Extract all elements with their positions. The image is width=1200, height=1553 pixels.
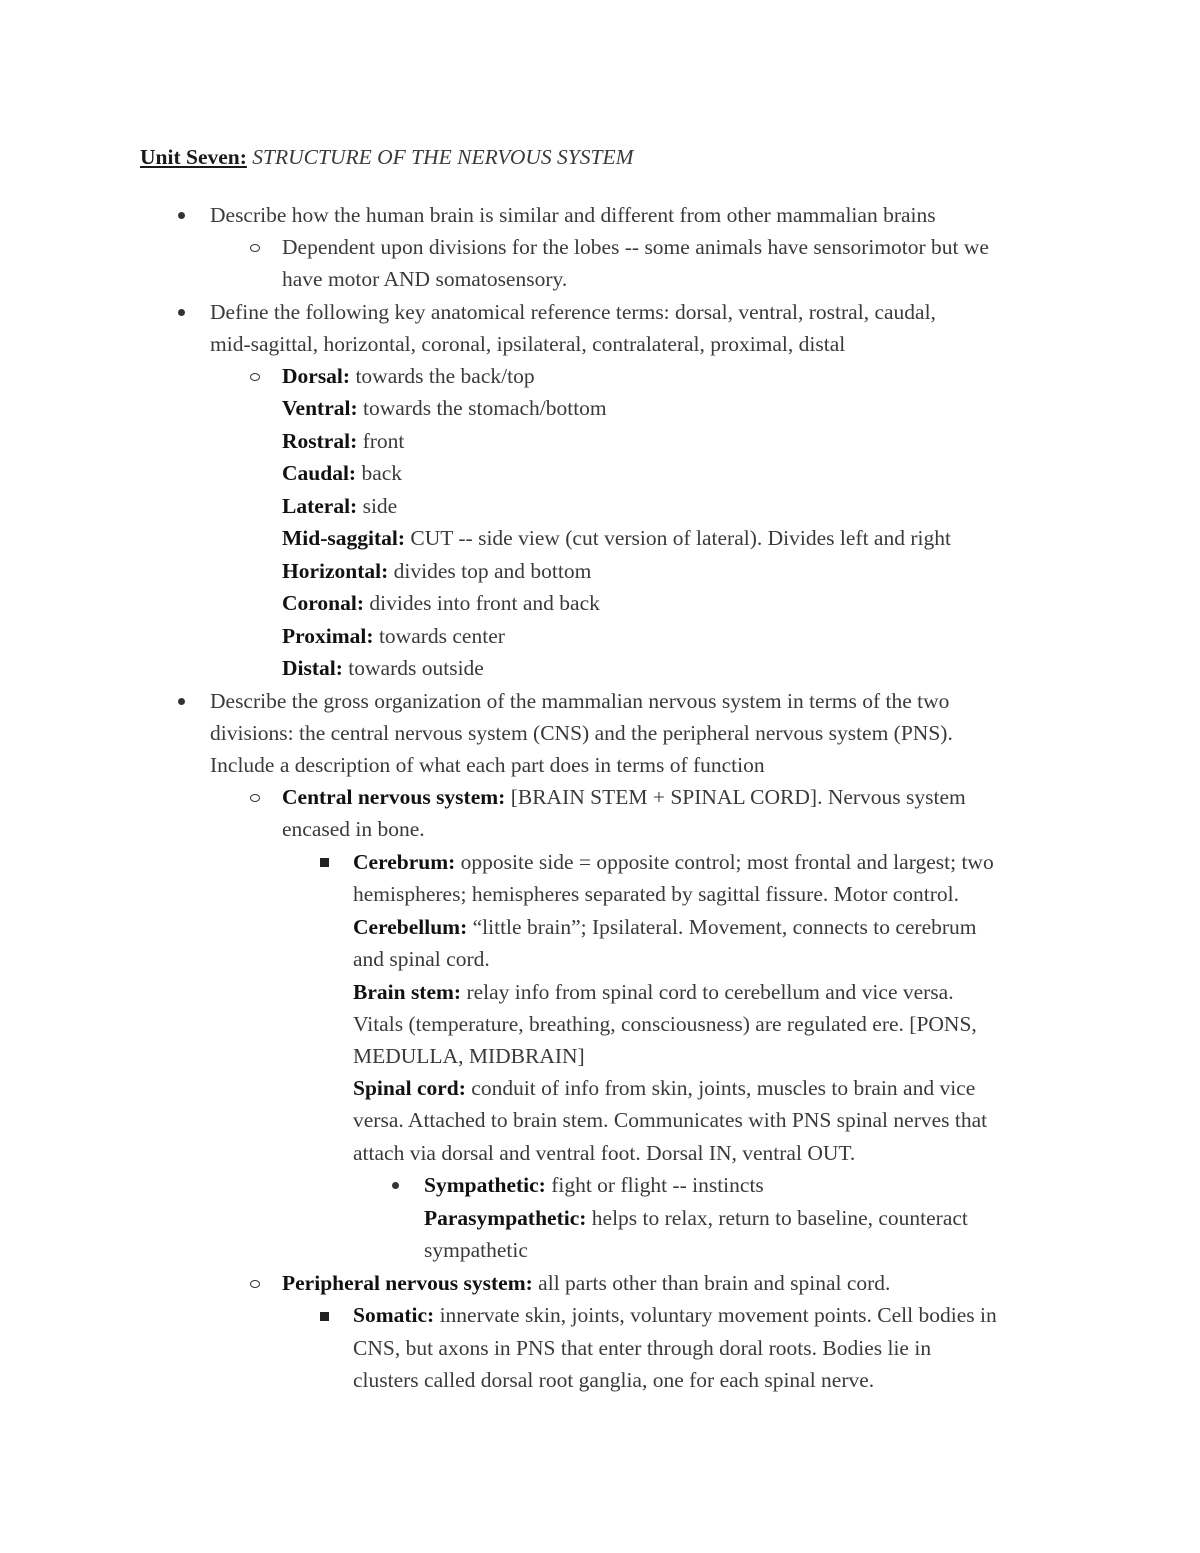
term-definition: [BRAIN STEM + SPINAL CORD]. Nervous system [505,785,966,809]
bullet-icon [178,309,185,316]
term-label: Ventral: [282,396,358,420]
term-row [282,523,951,553]
term-row [424,1203,968,1233]
list-item-continuation: sympathetic [424,1238,528,1262]
term-definition: helps to relax, return to baseline, counteract [586,1206,968,1230]
list-item-continuation: and spinal cord. [353,947,490,971]
list-item-continuation: versa. Attached to brain stem. Communicates with PNS spinal nerves that [353,1108,988,1132]
term-label: Parasympathetic: [424,1206,587,1230]
term-label: Central nervous system: [282,785,506,809]
list-item: Dependent upon divisions for the lobes -- some animals have sensorimotor but we [282,235,989,259]
list-item: Define the following key anatomical reference terms: dorsal, ventral, rostral, caudal, [210,300,936,324]
term-label: Sympathetic: [424,1173,546,1197]
sub-bullet-icon [250,244,260,252]
cns-heading [282,782,966,812]
term-row [282,588,600,618]
sub-bullet-icon [250,794,260,802]
square-bullet-icon [320,858,329,867]
term-label: Spinal cord: [353,1076,466,1100]
term-row [282,458,402,488]
term-label: Coronal: [282,591,365,615]
term-row [282,491,397,521]
term-label: Rostral: [282,429,358,453]
term-row [282,621,505,651]
term-row [353,912,977,942]
term-definition: opposite side = opposite control; most frontal and largest; two [455,850,994,874]
sub-bullet-icon [250,373,260,381]
list-item: Describe the gross organization of the mammalian nervous system in terms of the two [210,689,950,713]
pns-heading [282,1268,890,1298]
term-definition: towards center [373,624,505,648]
term-definition: front [357,429,405,453]
list-item-continuation: MEDULLA, MIDBRAIN] [353,1044,585,1068]
bullet-icon [392,1182,399,1189]
term-definition: towards the back/top [350,364,535,388]
term-label: Proximal: [282,624,374,648]
term-label: Somatic: [353,1303,435,1327]
list-item-continuation: attach via dorsal and ventral foot. Dorsal IN, ventral OUT. [353,1141,856,1165]
term-definition: “little brain”; Ipsilateral. Movement, connects to cerebrum [467,915,977,939]
term-label: Brain stem: [353,980,462,1004]
square-bullet-icon [320,1312,329,1321]
term-row [282,393,607,423]
term-row [282,361,535,391]
term-row [424,1170,764,1200]
term-row [353,977,954,1007]
term-definition: back [356,461,403,485]
term-definition: fight or flight -- instincts [545,1173,764,1197]
term-definition: all parts other than brain and spinal cord. [532,1271,891,1295]
term-definition: towards the stomach/bottom [357,396,607,420]
term-label: Distal: [282,656,343,680]
term-label: Caudal: [282,461,357,485]
bullet-icon [178,698,185,705]
term-label: Lateral: [282,494,358,518]
term-row [353,1300,997,1330]
term-label: Cerebrum: [353,850,456,874]
term-definition: relay info from spinal cord to cerebellum and vice versa. [461,980,954,1004]
list-item-continuation: divisions: the central nervous system (CNS) and the peripheral nervous system (PNS). [210,721,953,745]
term-definition: towards outside [342,656,484,680]
term-row [353,1073,975,1103]
term-definition: divides into front and back [364,591,600,615]
bullet-icon [178,212,185,219]
list-item-continuation: have motor AND somatosensory. [282,267,568,291]
list-item-continuation: mid-sagittal, horizontal, coronal, ipsilateral, contralateral, proximal, distal [210,332,846,356]
sub-bullet-icon [250,1280,260,1288]
term-definition: innervate skin, joints, voluntary movement points. Cell bodies in [434,1303,997,1327]
term-row [353,847,994,877]
term-label: Horizontal: [282,559,389,583]
list-item-continuation: hemispheres; hemispheres separated by sagittal fissure. Motor control. [353,882,960,906]
list-item-continuation: encased in bone. [282,817,425,841]
list-item-continuation: Vitals (temperature, breathing, consciousness) are regulated ere. [PONS, [353,1012,977,1036]
term-label: Mid-saggital: [282,526,406,550]
term-definition: conduit of info from skin, joints, muscles to brain and vice [465,1076,976,1100]
list-item-continuation: CNS, but axons in PNS that enter through doral roots. Bodies lie in [353,1336,932,1360]
term-definition: side [357,494,398,518]
term-label: Peripheral nervous system: [282,1271,533,1295]
term-row [282,653,484,683]
term-label: Cerebellum: [353,915,468,939]
list-item-continuation: clusters called dorsal root ganglia, one for each spinal nerve. [353,1368,875,1392]
list-item: Describe how the human brain is similar and different from other mammalian brains [210,203,936,227]
term-label: Dorsal: [282,364,351,388]
term-definition: CUT -- side view (cut version of lateral). Divides left and right [405,526,951,550]
document-title [140,142,634,172]
title-topic: STRUCTURE OF THE NERVOUS SYSTEM [252,145,634,169]
term-row [282,426,404,456]
term-definition: divides top and bottom [388,559,592,583]
list-item-continuation: Include a description of what each part does in terms of function [210,753,765,777]
title-label: Unit Seven: [140,145,247,169]
term-row [282,556,591,586]
